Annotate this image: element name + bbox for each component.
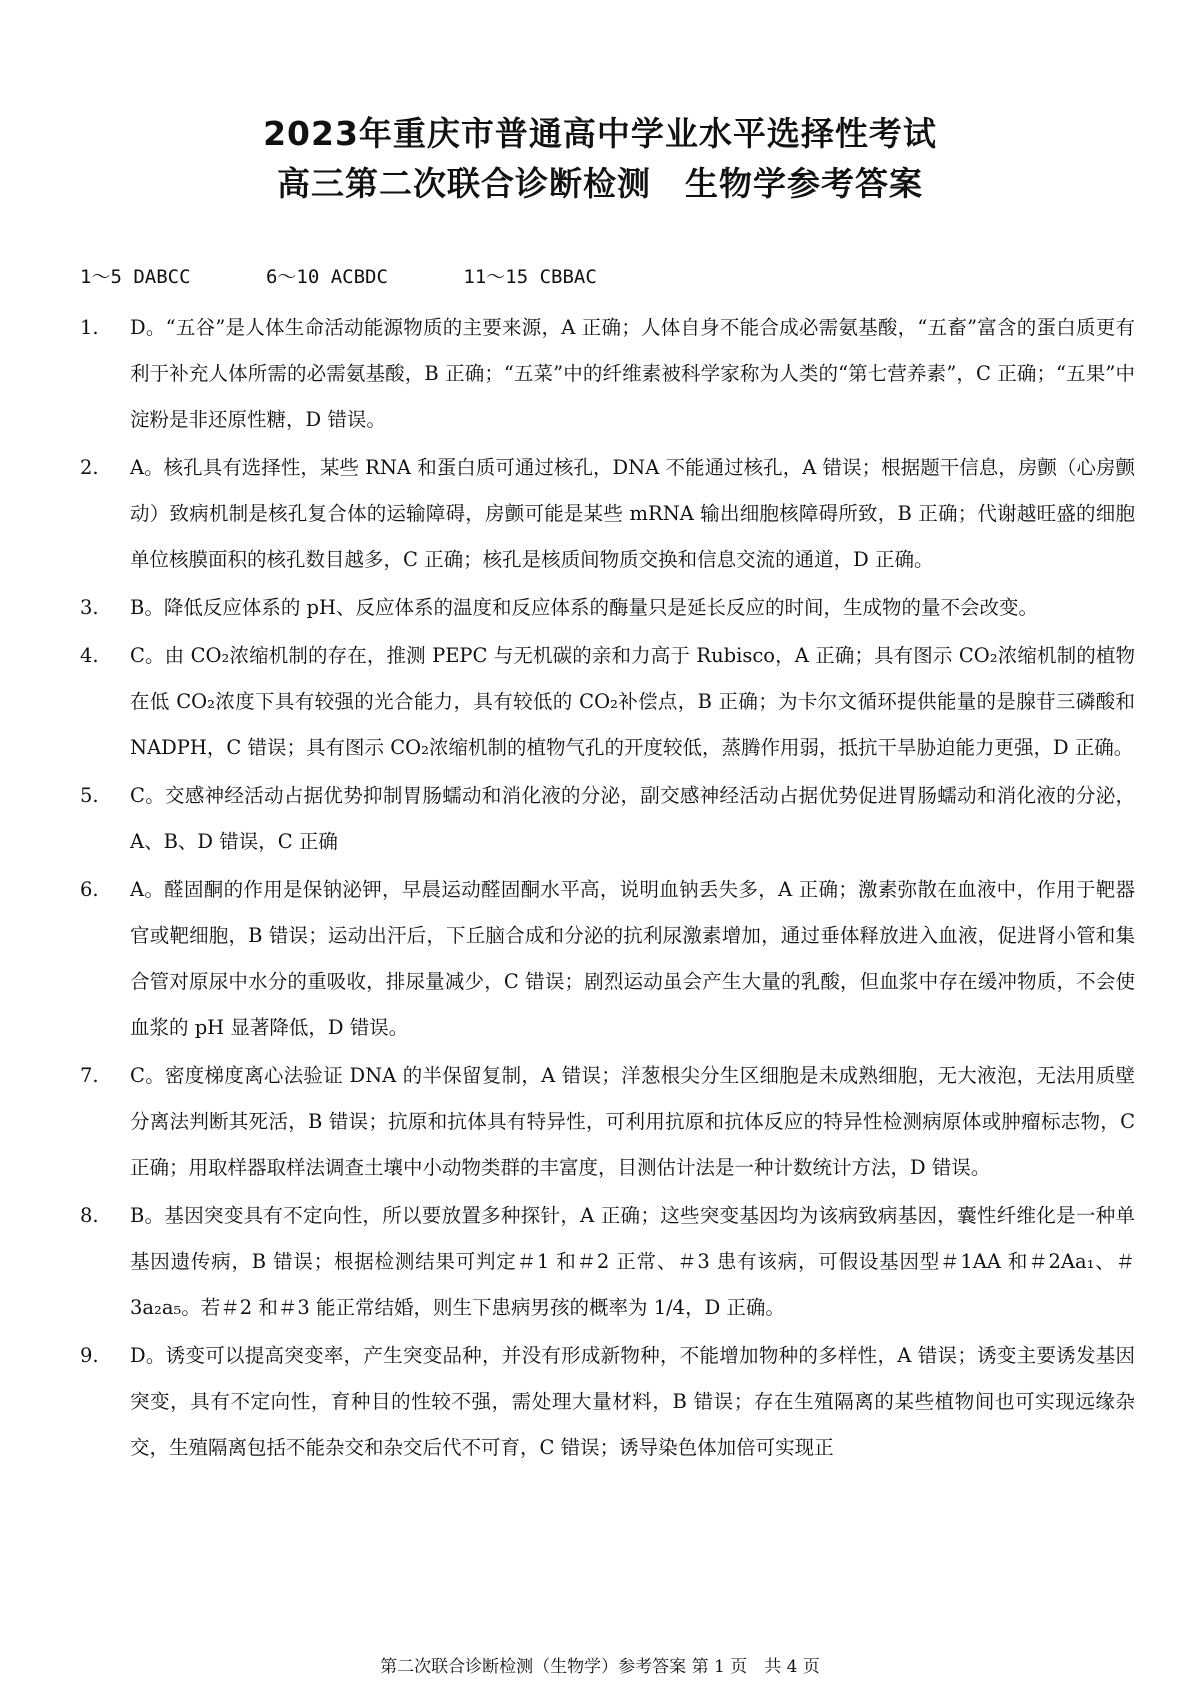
answer-item (80, 445, 1135, 583)
answer-key-group: 6～10 ACBDC (265, 266, 388, 288)
answer-key-summary (80, 262, 661, 289)
item-number: 7. (80, 1064, 99, 1087)
answer-item (80, 1193, 1135, 1331)
item-explanation: C。密度梯度离心法验证 DNA 的半保留复制，A 错误；洋葱根尖分生区细胞是未成熟细胞，无大液泡，无法用质壁分离法判断其死活，B 错误；抗原和抗体具有特异性，可利用抗原和抗体反应的特异性检测病原体或肿瘤标志物，C 正确；用取样器取样法调查土壤中小动物类群的丰富度，目测估计法是一种计数统计方法，D 错误。 (130, 1064, 1135, 1179)
answer-item (80, 1053, 1135, 1191)
item-number: 3. (80, 596, 99, 619)
item-number: 1. (80, 316, 99, 339)
item-explanation: A。核孔具有选择性，某些 RNA 和蛋白质可通过核孔，DNA 不能通过核孔，A 错误；根据题干信息，房颤（心房颤动）致病机制是核孔复合体的运输障碍，房颤可能是某些 mRNA 输出细胞核障碍所致，B 正确；代谢越旺盛的细胞单位核膜面积的核孔数目越多，C 正确；核孔是核质间物质交换和信息交流的通道，D 正确。 (130, 456, 1135, 571)
item-explanation: D。“五谷”是人体生命活动能源物质的主要来源，A 正确；人体自身不能合成必需氨基酸，“五畜”富含的蛋白质更有利于补充人体所需的必需氨基酸，B 正确；“五菜”中的纤维素被科学家称为人类的“第七营养素”，C 正确；“五果”中淀粉是非还原性糖，D 错误。 (130, 316, 1135, 431)
answer-key-group: 11～15 CBBAC (463, 266, 597, 288)
item-explanation: D。诱变可以提高突变率，产生突变品种，并没有形成新物种，不能增加物种的多样性，A 错误；诱变主要诱发基因突变，具有不定向性，育种目的性较不强，需处理大量材料，B 错误；存在生殖隔离的某些植物间也可实现远缘杂交，生殖隔离包括不能杂交和杂交后代不可育，C 错误；诱导染色体加倍可实现正 (130, 1344, 1135, 1459)
document-title-line2 (0, 158, 1200, 205)
item-explanation: B。降低反应体系的 pH、反应体系的温度和反应体系的酶量只是延长反应的时间，生成物的量不会改变。 (130, 596, 1039, 619)
item-number: 2. (80, 456, 99, 479)
answer-item (80, 633, 1135, 771)
page-footer: 第二次联合诊断检测（生物学）参考答案 第 1 页 共 4 页 (380, 1657, 820, 1677)
item-explanation: C。由 CO₂浓缩机制的存在，推测 PEPC 与无机碳的亲和力高于 Rubisco，A 正确；具有图示 CO₂浓缩机制的植物在低 CO₂浓度下具有较强的光合能力，具有较低的 CO₂补偿点，B 正确；为卡尔文循环提供能量的是腺苷三磷酸和 NADPH，C 错误；具有图示 CO₂浓缩机制的植物气孔的开度较低，蒸腾作用弱，抵抗干旱胁迫能力更强，D 正确。 (130, 644, 1135, 759)
answer-key-group: 1～5 DABCC (80, 266, 191, 288)
answer-item (80, 773, 1135, 865)
answer-item (80, 305, 1135, 443)
item-number: 6. (80, 878, 99, 901)
item-number: 8. (80, 1204, 99, 1227)
item-number: 4. (80, 644, 99, 667)
answer-item (80, 585, 1135, 631)
answer-item (80, 867, 1135, 1051)
item-number: 5. (80, 784, 99, 807)
answer-item (80, 1333, 1135, 1471)
item-explanation: C。交感神经活动占据优势抑制胃肠蠕动和消化液的分泌，副交感神经活动占据优势促进胃肠蠕动和消化液的分泌，A、B、D 错误，C 正确 (130, 784, 1135, 853)
item-explanation: B。基因突变具有不定向性，所以要放置多种探针，A 正确；这些突变基因均为该病致病基因，囊性纤维化是一种单基因遗传病，B 错误；根据检测结果可判定＃1 和＃2 正常、＃3 患有该病，可假设基因型＃1AA 和＃2Aa₁、＃3a₂a₅。若＃2 和＃3 能正常结婚，则生下患病男孩的概率为 1/4，D 正确。 (130, 1204, 1135, 1319)
item-number: 9. (80, 1344, 99, 1367)
document-title-line1: 2023年重庆市普通高中学业水平选择性考试 (263, 114, 937, 153)
answer-explanations (80, 305, 1135, 1471)
item-explanation: A。醛固酮的作用是保钠泌钾，早晨运动醛固酮水平高，说明血钠丢失多，A 正确；激素弥散在血液中，作用于靶器官或靶细胞，B 错误；运动出汗后，下丘脑合成和分泌的抗利尿激素增加，通过垂体释放进入血液，促进肾小管和集合管对原尿中水分的重吸收，排尿量减少，C 错误；剧烈运动虽会产生大量的乳酸，但血浆中存在缓冲物质，不会使血浆的 pH 显著降低，D 错误。 (130, 878, 1135, 1039)
answer-key-subject: 生物学参考答案 (685, 164, 923, 203)
exam-name: 高三第二次联合诊断检测 (277, 164, 651, 203)
